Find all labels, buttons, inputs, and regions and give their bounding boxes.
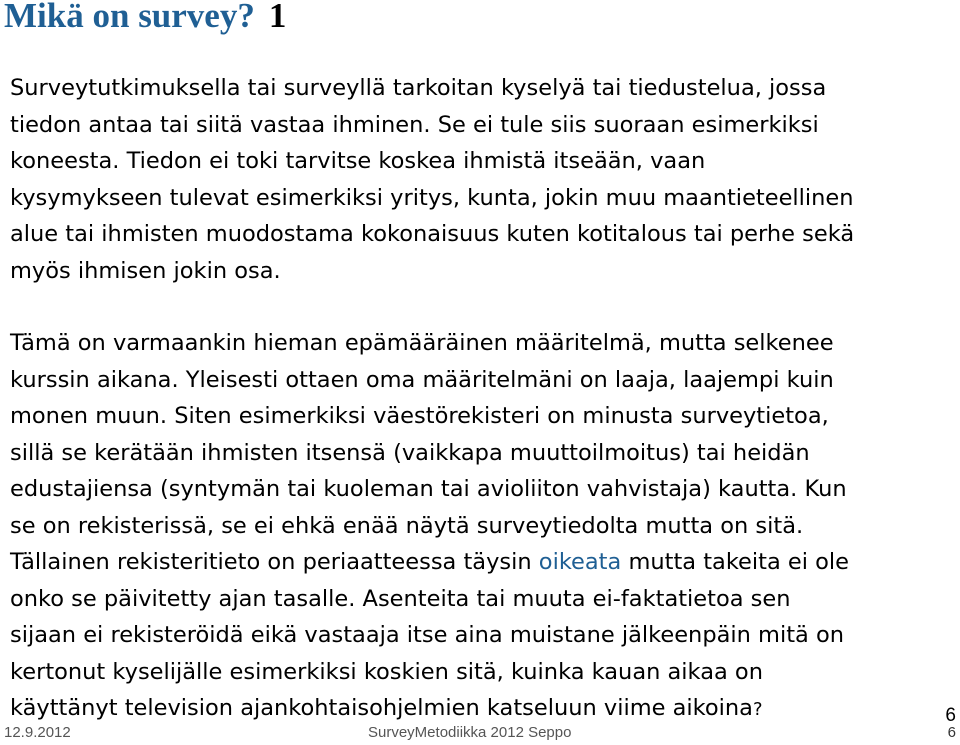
text-line: Surveytutkimuksella tai surveyllä tarkoitan kyselyä tai tiedustelua, jossa <box>10 75 827 101</box>
text-line: tiedon antaa tai siitä vastaa ihminen. Se ei tule siis suoraan esimerkiksi <box>10 111 819 138</box>
paragraph-2 <box>10 325 950 729</box>
text-line: alue tai ihmisten muodostama kokonaisuus kuten kotitalous tai perhe sekä <box>10 221 855 247</box>
text-fragment: Tällainen rekisteritieto on periaatteessa täysin <box>10 549 539 575</box>
text-line: sillä se kerätään ihmisten itsensä (vaikkapa muuttoilmoitus) tai heidän <box>10 439 810 466</box>
footer-page-number: 6 <box>947 724 956 741</box>
text-line: kertonut kyselijälle esimerkiksi koskien sitä, kuinka kauan aikaa on <box>10 658 763 685</box>
text-line: onko se päivitetty ajan tasalle. Asenteita tai muuta ei-faktatietoa sen <box>10 585 791 612</box>
text-line: se on rekisterissä, se ei ehkä enää näytä surveytiedolta mutta on sitä. <box>10 512 804 539</box>
text-line: kysymykseen tulevat esimerkiksi yritys, kunta, jokin muu maantieteellinen <box>10 184 854 211</box>
text-fragment: mutta takeita ei ole <box>621 549 850 575</box>
slide-title-number: 1 <box>268 0 287 35</box>
text-line-with-link <box>10 544 950 581</box>
highlighted-word: oikeata <box>538 549 622 575</box>
footer-date: 12.9.2012 <box>4 724 71 741</box>
paragraph-1 <box>10 70 950 289</box>
text-line: kurssin aikana. Yleisesti ottaen oma määritelmäni on laaja, laajempi kuin <box>10 366 834 393</box>
text-line: monen muun. Siten esimerkiksi väestörekisteri on minusta surveytietoa, <box>10 403 829 429</box>
question-mark: ? <box>752 699 763 720</box>
text-line: edustajiensa (syntymän tai kuoleman tai avioliiton vahvistaja) kautta. Kun <box>10 476 847 502</box>
text-line: koneesta. Tiedon ei toki tarvitse koskea ihmistä itseään, vaan <box>10 148 706 174</box>
text-fragment: käyttänyt television ajankohtaisohjelmien katseluun viime aikoina <box>10 695 753 721</box>
text-line: Tämä on varmaankin hieman epämääräinen määritelmä, mutta selkenee <box>10 330 834 356</box>
page-number-badge: 6 <box>945 705 956 726</box>
slide-title-text: Mikä on survey? <box>4 0 255 35</box>
footer-title: SurveyMetodiikka 2012 Seppo <box>368 724 572 741</box>
slide-title <box>4 0 286 36</box>
text-line: sijaan ei rekisteröidä eikä vastaaja itse aina muistane jälkeenpäin mitä on <box>10 622 845 648</box>
text-line: myös ihmisen jokin osa. <box>10 257 281 284</box>
slide-body <box>10 70 950 729</box>
text-line-last <box>10 690 950 729</box>
